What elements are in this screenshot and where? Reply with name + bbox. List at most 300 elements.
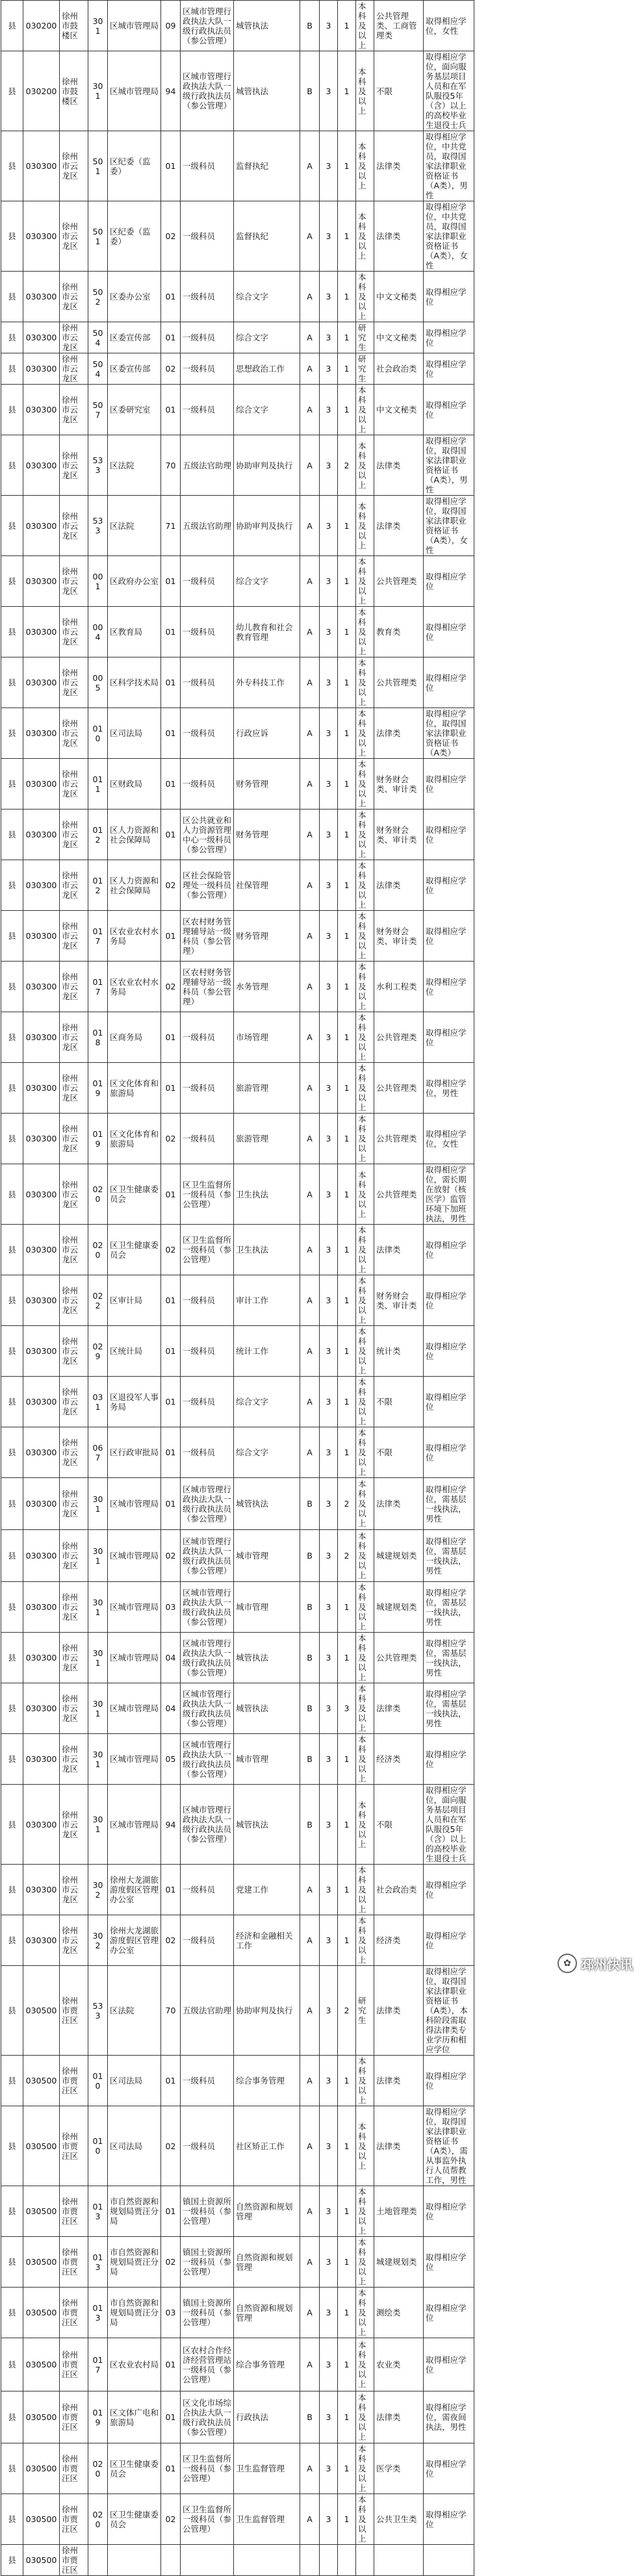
cell-exam_type: A	[300, 556, 320, 607]
cell-unit_name: 区纪委（监委）	[108, 131, 161, 201]
cell-unit_name: 区城市管理局	[108, 1633, 161, 1683]
cell-pos_name: 区城市管理行政执法大队一级行政执法员（参公管理）	[181, 1683, 234, 1734]
cell-pos_code: 01	[161, 2338, 181, 2391]
cell-education: 法律类	[374, 1225, 424, 1275]
cell-dept_code: 030300	[23, 496, 60, 556]
cell-region: 徐州市云龙区	[60, 1427, 88, 1478]
cell-pos_code: 01	[161, 1063, 181, 1114]
cell-dept_code: 030300	[23, 1063, 60, 1114]
cell-unit_name: 区委宣传部	[108, 353, 161, 385]
cell-exam_type: A	[300, 1164, 320, 1225]
cell-level: 县	[1, 556, 23, 607]
table-row	[1, 2545, 642, 2576]
cell-region: 徐州市云龙区	[60, 131, 88, 201]
cell-pos_category: 协助审判及执行	[234, 1966, 300, 2056]
cell-dept_code: 030500	[23, 2391, 60, 2443]
cell-level: 县	[1, 759, 23, 810]
cell-unit_code: 013	[88, 2186, 108, 2237]
table-row	[1, 1683, 642, 1734]
cell-exam_type: A	[300, 435, 320, 496]
table-row	[1, 2288, 642, 2338]
cell-region: 徐州市云龙区	[60, 962, 88, 1012]
cell-region: 徐州市云龙区	[60, 556, 88, 607]
cell-unit_code: 010	[88, 708, 108, 759]
cell-major: 取得相应学位	[424, 2186, 474, 2237]
cell-pos_code: 02	[161, 1915, 181, 1966]
cell-dept_code: 030300	[23, 1865, 60, 1915]
cell-exam_type: A	[300, 1966, 320, 2056]
cell-count: 3	[320, 1225, 338, 1275]
cell-region: 徐州市云龙区	[60, 911, 88, 962]
cell-num: 本科及以上	[356, 1915, 374, 1966]
cell-pos_code: 03	[161, 1582, 181, 1633]
watermark-text: 邳州快讯	[581, 1956, 633, 1972]
cell-count: 3	[320, 1, 338, 51]
cell-ratio: 1	[338, 810, 356, 860]
table-row	[1, 1326, 642, 1377]
cell-region: 徐州市云龙区	[60, 810, 88, 860]
cell-num: 本科及以上	[356, 2186, 374, 2237]
cell-dept_code: 030300	[23, 353, 60, 385]
table-row	[1, 2056, 642, 2106]
cell-level: 县	[1, 1865, 23, 1915]
cell-num: 本科及以上	[356, 1326, 374, 1377]
cell-pos_category: 财务管理	[234, 759, 300, 810]
cell-region: 徐州市云龙区	[60, 1683, 88, 1734]
col-notes	[474, 1, 642, 2576]
cell-unit_code: 301	[88, 1734, 108, 1785]
cell-major: 取得相应学位，需基层一线执法，男性	[424, 1633, 474, 1683]
cell-exam_type: B	[300, 1, 320, 51]
cell-num: 研究生	[356, 322, 374, 353]
table-row	[1, 353, 642, 385]
cell-ratio	[338, 2545, 356, 2576]
cell-dept_code: 030500	[23, 2186, 60, 2237]
cell-pos_name: 一级科员	[181, 1427, 234, 1478]
cell-unit_code: 012	[88, 810, 108, 860]
table-row	[1, 272, 642, 322]
table-row	[1, 1225, 642, 1275]
cell-pos_code: 01	[161, 1478, 181, 1530]
cell-level: 县	[1, 860, 23, 911]
cell-ratio: 2	[338, 435, 356, 496]
cell-num	[356, 2545, 374, 2576]
cell-dept_code: 030300	[23, 1114, 60, 1164]
cell-unit_code: 019	[88, 2391, 108, 2443]
cell-ratio: 1	[338, 1164, 356, 1225]
cell-exam_type: B	[300, 1734, 320, 1785]
cell-exam_type: A	[300, 353, 320, 385]
cell-unit_code: 533	[88, 1966, 108, 2056]
cell-unit_code: 301	[88, 1478, 108, 1530]
cell-level: 县	[1, 911, 23, 962]
cell-level: 县	[1, 385, 23, 435]
cell-major: 取得相应学位，女性	[424, 1, 474, 51]
cell-ratio: 1	[338, 1, 356, 51]
table-row	[1, 810, 642, 860]
cell-exam_type: A	[300, 385, 320, 435]
cell-ratio: 1	[338, 1915, 356, 1966]
cell-num: 本科及以上	[356, 1063, 374, 1114]
cell-level: 县	[1, 2106, 23, 2186]
cell-num: 本科及以上	[356, 759, 374, 810]
cell-pos_code: 09	[161, 1, 181, 51]
cell-unit_code: 017	[88, 962, 108, 1012]
cell-dept_code: 030300	[23, 607, 60, 657]
cell-unit_code: 001	[88, 556, 108, 607]
cell-unit_name: 区文体广电和旅游局	[108, 2391, 161, 2443]
cell-count: 3	[320, 1326, 338, 1377]
cell-num: 本科及以上	[356, 911, 374, 962]
cell-pos_name: 一级科员	[181, 2106, 234, 2186]
cell-exam_type: B	[300, 1633, 320, 1683]
cell-level: 县	[1, 2391, 23, 2443]
cell-ratio: 1	[338, 2106, 356, 2186]
cell-pos_code: 01	[161, 911, 181, 962]
cell-pos_code: 01	[161, 1427, 181, 1478]
cell-region: 徐州市云龙区	[60, 657, 88, 708]
cell-ratio: 1	[338, 1785, 356, 1865]
cell-count: 3	[320, 1865, 338, 1915]
cell-level: 县	[1, 1, 23, 51]
cell-major: 取得相应学位，取得国家法律职业资格证书（A类），女性	[424, 496, 474, 556]
cell-ratio: 1	[338, 2391, 356, 2443]
cell-count: 3	[320, 860, 338, 911]
cell-num: 本科及以上	[356, 1582, 374, 1633]
cell-education: 法律类	[374, 2056, 424, 2106]
table-row	[1, 1734, 642, 1785]
cell-ratio: 1	[338, 759, 356, 810]
cell-pos_code: 01	[161, 1275, 181, 1326]
cell-dept_code: 030300	[23, 385, 60, 435]
cell-num: 本科及以上	[356, 1, 374, 51]
cell-unit_code: 013	[88, 2288, 108, 2338]
table-row	[1, 759, 642, 810]
cell-education: 社会政治类	[374, 1865, 424, 1915]
cell-level: 县	[1, 272, 23, 322]
cell-pos_name: 五级法官助理	[181, 496, 234, 556]
cell-unit_name: 区司法局	[108, 708, 161, 759]
cell-num: 本科及以上	[356, 2443, 374, 2494]
cell-unit_code: 301	[88, 1582, 108, 1633]
table-row	[1, 556, 642, 607]
cell-major: 取得相应学位，取得国家法律职业资格证书（A类），男性	[424, 435, 474, 496]
watermark	[558, 1954, 633, 1973]
cell-pos_category: 城市管理	[234, 1582, 300, 1633]
cell-dept_code: 030500	[23, 2056, 60, 2106]
cell-pos_code: 02	[161, 353, 181, 385]
cell-level: 县	[1, 1114, 23, 1164]
cell-unit_name: 徐州大龙湖旅游度假区管理办公室	[108, 1865, 161, 1915]
cell-education: 公共管理类	[374, 657, 424, 708]
cell-pos_name: 区城市管理行政执法大队一级行政执法员（参公管理）	[181, 1734, 234, 1785]
cell-num: 本科及以上	[356, 2056, 374, 2106]
cell-region: 徐州市云龙区	[60, 435, 88, 496]
cell-unit_code: 011	[88, 759, 108, 810]
cell-dept_code: 030300	[23, 556, 60, 607]
cell-count: 3	[320, 1164, 338, 1225]
cell-level: 县	[1, 322, 23, 353]
cell-count: 3	[320, 51, 338, 131]
cell-level: 县	[1, 2545, 23, 2576]
cell-major: 取得相应学位	[424, 322, 474, 353]
cell-major: 取得相应学位	[424, 1326, 474, 1377]
cell-pos_category: 城管执法	[234, 1785, 300, 1865]
cell-count: 3	[320, 962, 338, 1012]
cell-major: 取得相应学位	[424, 385, 474, 435]
cell-education: 公共管理类	[374, 1114, 424, 1164]
cell-major: 取得相应学位	[424, 2237, 474, 2288]
cell-pos_category: 城管执法	[234, 1633, 300, 1683]
table-row	[1, 322, 642, 353]
cell-unit_code: 020	[88, 2443, 108, 2494]
cell-unit_code: 029	[88, 1326, 108, 1377]
cell-num: 本科及以上	[356, 2237, 374, 2288]
cell-dept_code: 030300	[23, 201, 60, 272]
cell-pos_code: 01	[161, 1012, 181, 1063]
cell-unit_name: 区城市管理局	[108, 1530, 161, 1582]
cell-level: 县	[1, 708, 23, 759]
cell-pos_category: 经济和金融相关工作	[234, 1915, 300, 1966]
cell-level: 县	[1, 657, 23, 708]
cell-exam_type: A	[300, 2106, 320, 2186]
cell-exam_type: A	[300, 2056, 320, 2106]
cell-dept_code: 030300	[23, 435, 60, 496]
cell-pos_category: 综合文字	[234, 556, 300, 607]
cell-education: 法律类	[374, 1478, 424, 1530]
cell-pos_category: 社保管理	[234, 860, 300, 911]
cell-education: 法律类	[374, 2106, 424, 2186]
cell-unit_name: 区人力资源和社会保障局	[108, 810, 161, 860]
cell-num: 本科及以上	[356, 2391, 374, 2443]
cell-level: 县	[1, 962, 23, 1012]
cell-pos_category: 幼儿教育和社会教育管理	[234, 607, 300, 657]
cell-education: 城建规划类	[374, 1530, 424, 1582]
table-row	[1, 1633, 642, 1683]
cell-ratio: 1	[338, 1734, 356, 1785]
cell-exam_type: A	[300, 810, 320, 860]
cell-unit_code: 017	[88, 2338, 108, 2391]
cell-education: 公共管理类	[374, 556, 424, 607]
cell-level: 县	[1, 353, 23, 385]
cell-education: 中文文秘类	[374, 385, 424, 435]
cell-pos_code: 01	[161, 810, 181, 860]
cell-exam_type: A	[300, 2186, 320, 2237]
cell-ratio: 1	[338, 2288, 356, 2338]
cell-dept_code: 030300	[23, 322, 60, 353]
cell-unit_code: 301	[88, 1633, 108, 1683]
table-row	[1, 1164, 642, 1225]
cell-pos_category: 综合事务管理	[234, 2338, 300, 2391]
cell-level: 县	[1, 51, 23, 131]
cell-unit_code: 019	[88, 1114, 108, 1164]
cell-exam_type: A	[300, 1427, 320, 1478]
cell-unit_name: 区审计局	[108, 1275, 161, 1326]
cell-exam_type: B	[300, 51, 320, 131]
table-row	[1, 385, 642, 435]
cell-major: 取得相应学位，需基层一线执法，男性	[424, 1530, 474, 1582]
cell-unit_code: 004	[88, 607, 108, 657]
cell-region: 徐州市贾汪区	[60, 2056, 88, 2106]
cell-unit_name: 区委研究室	[108, 385, 161, 435]
cell-dept_code: 030500	[23, 2288, 60, 2338]
cell-pos_code: 70	[161, 1966, 181, 2056]
table-row	[1, 2186, 642, 2237]
cell-num: 本科及以上	[356, 1164, 374, 1225]
cell-major: 取得相应学位，需基层一线执法，男性	[424, 1683, 474, 1734]
cell-unit_name: 区农业农村水务局	[108, 911, 161, 962]
cell-unit_name: 区纪委（监委）	[108, 201, 161, 272]
cell-pos_code	[161, 2545, 181, 2576]
cell-pos_category: 城管执法	[234, 51, 300, 131]
cell-pos_code: 01	[161, 759, 181, 810]
cell-ratio: 1	[338, 1063, 356, 1114]
cell-dept_code: 030500	[23, 2494, 60, 2545]
cell-ratio: 1	[338, 911, 356, 962]
cell-count: 3	[320, 131, 338, 201]
cell-pos_category: 城管执法	[234, 1478, 300, 1530]
cell-pos_category: 思想政治工作	[234, 353, 300, 385]
cell-education: 教育类	[374, 607, 424, 657]
cell-pos_category: 卫生执法	[234, 1225, 300, 1275]
cell-pos_code: 02	[161, 201, 181, 272]
cell-pos_name	[181, 2545, 234, 2576]
cell-level: 县	[1, 1683, 23, 1734]
cell-education: 公共管理类	[374, 1012, 424, 1063]
cell-num: 本科及以上	[356, 496, 374, 556]
cell-education: 法律类	[374, 708, 424, 759]
cell-exam_type: A	[300, 1063, 320, 1114]
cell-dept_code: 030500	[23, 2545, 60, 2576]
cell-pos_category: 监督执纪	[234, 201, 300, 272]
cell-num: 本科及以上	[356, 860, 374, 911]
cell-pos_name: 区城市管理行政执法大队一级行政执法员（参公管理）	[181, 1478, 234, 1530]
cell-exam_type: B	[300, 2391, 320, 2443]
cell-unit_code: 012	[88, 860, 108, 911]
cell-unit_code: 020	[88, 2494, 108, 2545]
cell-region: 徐州市云龙区	[60, 496, 88, 556]
cell-level: 县	[1, 496, 23, 556]
cell-count: 3	[320, 2443, 338, 2494]
cell-education: 中文文秘类	[374, 272, 424, 322]
cell-region: 徐州市贾汪区	[60, 2545, 88, 2576]
cell-major: 取得相应学位，取得国家法律职业资格证书（A类）	[424, 708, 474, 759]
cell-ratio: 1	[338, 1427, 356, 1478]
table-row	[1, 1427, 642, 1478]
cell-pos_name: 一级科员	[181, 1063, 234, 1114]
cell-pos_category: 水务管理	[234, 962, 300, 1012]
cell-count: 3	[320, 435, 338, 496]
cell-level: 县	[1, 2288, 23, 2338]
cell-count: 3	[320, 810, 338, 860]
cell-unit_code: 067	[88, 1427, 108, 1478]
table-row	[1, 1, 642, 51]
cell-pos_code: 71	[161, 496, 181, 556]
cell-region: 徐州市鼓楼区	[60, 51, 88, 131]
cell-region: 徐州市贾汪区	[60, 2494, 88, 2545]
cell-level: 县	[1, 1164, 23, 1225]
cell-exam_type: A	[300, 1275, 320, 1326]
cell-pos_category	[234, 2545, 300, 2576]
cell-region: 徐州市云龙区	[60, 1582, 88, 1633]
cell-unit_name: 区城市管理局	[108, 1, 161, 51]
cell-level: 县	[1, 1478, 23, 1530]
cell-pos_code: 01	[161, 2443, 181, 2494]
cell-exam_type: A	[300, 2288, 320, 2338]
job-listing-table	[1, 0, 642, 2576]
cell-dept_code: 030500	[23, 2106, 60, 2186]
cell-pos_code: 01	[161, 657, 181, 708]
cell-num: 本科及以上	[356, 1275, 374, 1326]
cell-ratio: 1	[338, 657, 356, 708]
cell-num: 本科及以上	[356, 1377, 374, 1427]
cell-unit_name: 区人力资源和社会保障局	[108, 860, 161, 911]
cell-exam_type: A	[300, 2494, 320, 2545]
table-row	[1, 1478, 642, 1530]
cell-num: 本科及以上	[356, 2338, 374, 2391]
cell-major: 取得相应学位，取得国家法律职业资格证书（A类），本科阶段需取得法律类专业学历和相应学位	[424, 1966, 474, 2056]
cell-education: 统计类	[374, 1326, 424, 1377]
cell-count: 3	[320, 2338, 338, 2391]
cell-count: 3	[320, 1377, 338, 1427]
cell-level: 县	[1, 1063, 23, 1114]
cell-count	[320, 2545, 338, 2576]
cell-unit_name: 区委宣传部	[108, 322, 161, 353]
cell-region: 徐州市云龙区	[60, 201, 88, 272]
cell-education: 不限	[374, 1377, 424, 1427]
cell-exam_type: A	[300, 1377, 320, 1427]
cell-ratio: 1	[338, 708, 356, 759]
cell-dept_code: 030300	[23, 657, 60, 708]
cell-ratio: 1	[338, 2494, 356, 2545]
cell-pos_name: 一级科员	[181, 607, 234, 657]
cell-level: 县	[1, 1633, 23, 1683]
cell-major: 取得相应学位	[424, 2443, 474, 2494]
cell-exam_type: B	[300, 1582, 320, 1633]
cell-exam_type: A	[300, 1114, 320, 1164]
cell-pos_name: 区文化市场综合执法大队一级行政执法员（参公管理）	[181, 2391, 234, 2443]
cell-unit_name: 区城市管理局	[108, 1683, 161, 1734]
cell-major: 取得相应学位，需长期在放射（核医学）监管环境下加班执法，男性	[424, 1164, 474, 1225]
cell-count: 3	[320, 385, 338, 435]
cell-pos_code: 02	[161, 962, 181, 1012]
cell-exam_type: B	[300, 1683, 320, 1734]
cell-pos_name: 一级科员	[181, 1377, 234, 1427]
cell-major: 取得相应学位	[424, 2056, 474, 2106]
cell-level: 县	[1, 2494, 23, 2545]
table-row	[1, 2391, 642, 2443]
cell-unit_name: 区商务局	[108, 1012, 161, 1063]
cell-pos_code: 01	[161, 708, 181, 759]
cell-count: 3	[320, 1633, 338, 1683]
cell-major: 取得相应学位	[424, 2338, 474, 2391]
cell-pos_category: 综合文字	[234, 385, 300, 435]
cell-region: 徐州市贾汪区	[60, 2443, 88, 2494]
cell-major: 取得相应学位	[424, 1012, 474, 1063]
cell-region: 徐州市云龙区	[60, 1915, 88, 1966]
cell-pos_category: 社区矫正工作	[234, 2106, 300, 2186]
table-row	[1, 2338, 642, 2391]
cell-count: 3	[320, 1785, 338, 1865]
cell-region: 徐州市云龙区	[60, 1530, 88, 1582]
cell-exam_type: A	[300, 2443, 320, 2494]
cell-pos_category: 旅游管理	[234, 1114, 300, 1164]
cell-major: 取得相应学位，需基层一线执法，男性	[424, 1582, 474, 1633]
cell-num: 本科及以上	[356, 962, 374, 1012]
cell-major: 取得相应学位	[424, 1275, 474, 1326]
cell-region: 徐州市贾汪区	[60, 1966, 88, 2056]
cell-dept_code: 030300	[23, 860, 60, 911]
